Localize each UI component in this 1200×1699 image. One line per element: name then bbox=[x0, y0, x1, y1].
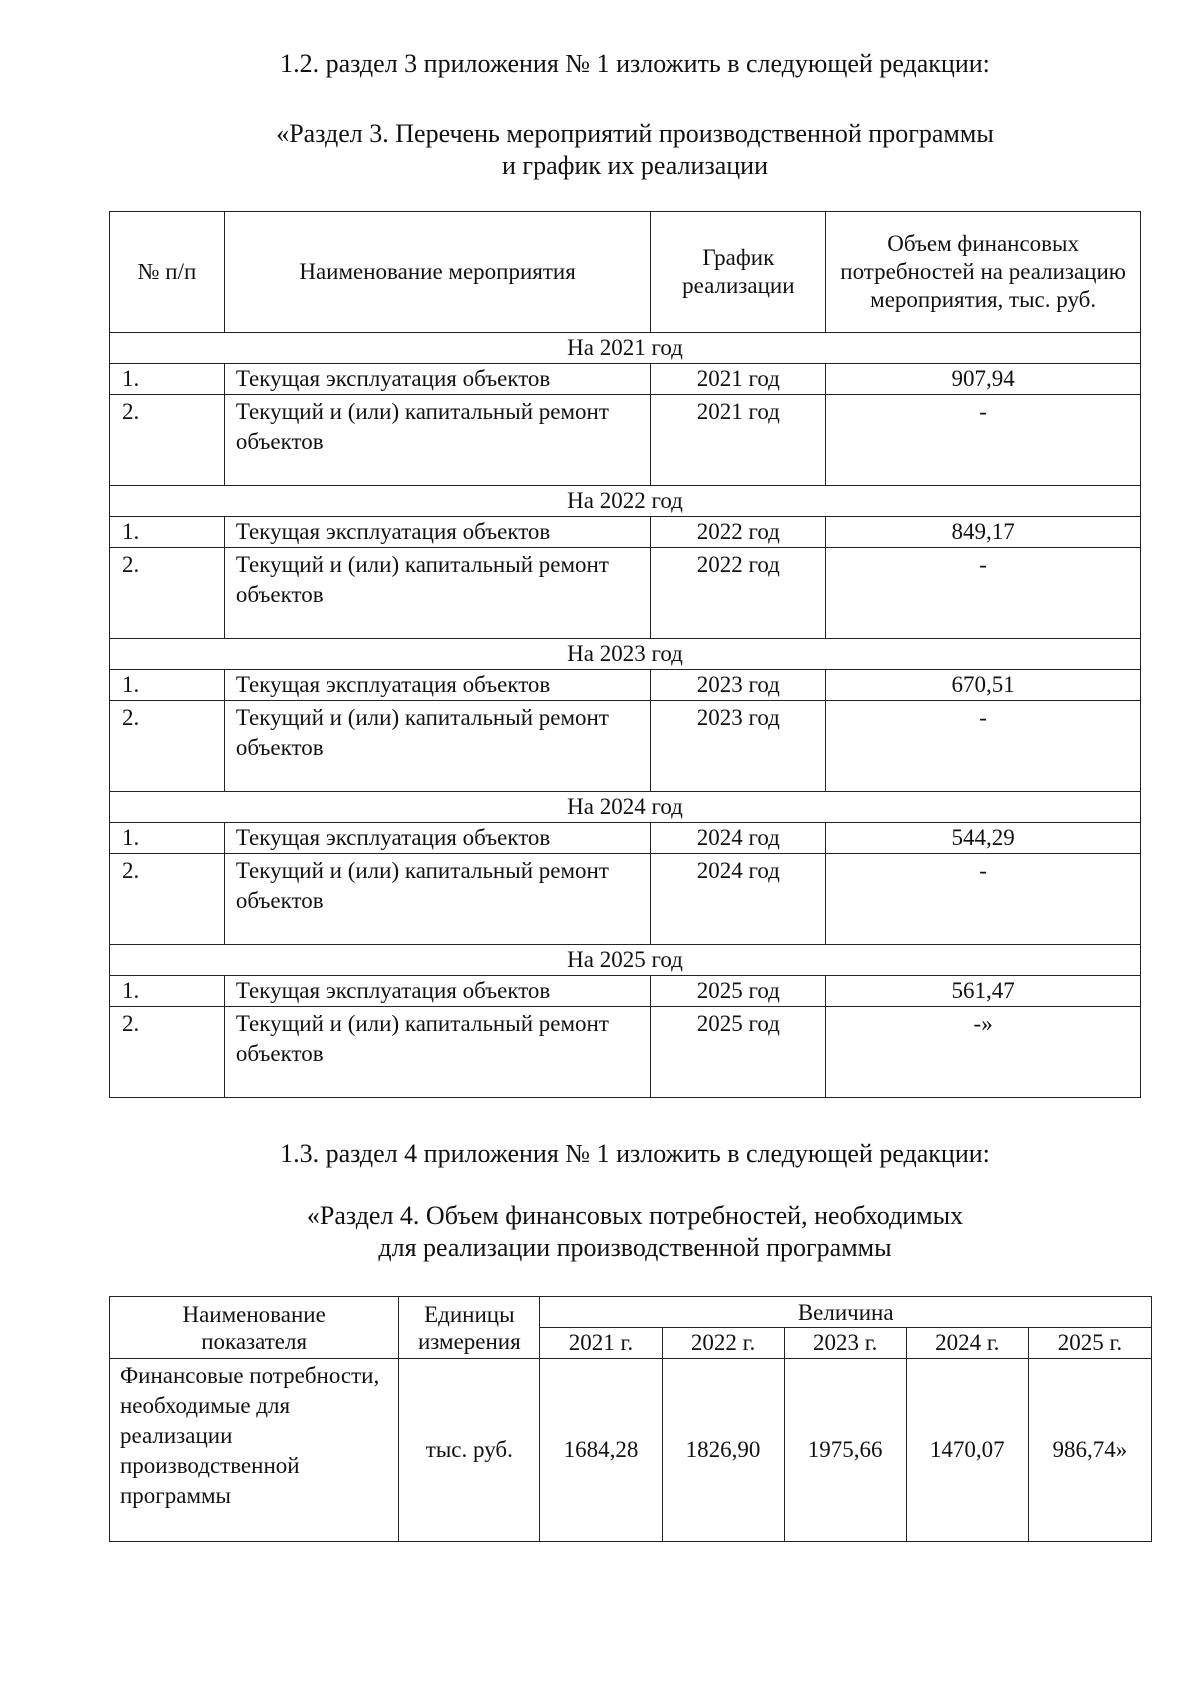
row-num: 1. bbox=[110, 670, 225, 701]
row-unit: тыс. руб. bbox=[399, 1359, 540, 1542]
year-row bbox=[110, 639, 1141, 670]
row-amount: - bbox=[826, 701, 1141, 792]
section-4-financial-needs-table bbox=[109, 1296, 1152, 1542]
row-schedule: 2025 год bbox=[651, 1007, 826, 1098]
table-row bbox=[110, 823, 1141, 854]
row-num: 2. bbox=[110, 1007, 225, 1098]
row-value: 1684,28 bbox=[540, 1359, 662, 1542]
row-indicator: Финансовые потребности, необходимые для реализации производственной программы bbox=[110, 1359, 399, 1542]
row-amount: 907,94 bbox=[826, 364, 1141, 395]
row-schedule: 2022 год bbox=[651, 517, 826, 548]
header-name: Наименование мероприятия bbox=[224, 212, 650, 333]
year-row bbox=[110, 333, 1141, 364]
row-amount: 670,51 bbox=[826, 670, 1141, 701]
header-amount: Объем финансовых потребностей на реализацию мероприятия, тыс. руб. bbox=[826, 212, 1141, 333]
header-indicator: Наименование показателя bbox=[110, 1297, 399, 1359]
table-row bbox=[110, 1007, 1141, 1098]
row-schedule: 2021 год bbox=[651, 364, 826, 395]
row-num: 1. bbox=[110, 976, 225, 1007]
row-value: 1975,66 bbox=[784, 1359, 906, 1542]
row-schedule: 2024 год bbox=[651, 854, 826, 945]
row-num: 2. bbox=[110, 854, 225, 945]
header-value: Величина bbox=[540, 1297, 1152, 1328]
header-unit: Единицы измерения bbox=[399, 1297, 540, 1359]
table-row bbox=[110, 517, 1141, 548]
header-num: № п/п bbox=[110, 212, 225, 333]
row-value: 1470,07 bbox=[906, 1359, 1028, 1542]
row-num: 1. bbox=[110, 517, 225, 548]
paragraph-1-2-heading: 1.2. раздел 3 приложения № 1 изложить в следующей редакции: bbox=[280, 49, 990, 78]
section-4-title bbox=[195, 1200, 1075, 1264]
header-year: 2025 г. bbox=[1028, 1328, 1151, 1359]
row-amount: 849,17 bbox=[826, 517, 1141, 548]
paragraph-1-3-heading: 1.3. раздел 4 приложения № 1 изложить в следующей редакции: bbox=[280, 1139, 990, 1168]
table-row bbox=[110, 854, 1141, 945]
table-row bbox=[110, 548, 1141, 639]
row-num: 2. bbox=[110, 701, 225, 792]
header-year: 2024 г. bbox=[906, 1328, 1028, 1359]
section-4-title-line-1: «Раздел 4. Объем финансовых потребностей, необходимых bbox=[306, 1201, 964, 1230]
table-header-row bbox=[110, 212, 1141, 333]
header-year: 2022 г. bbox=[662, 1328, 784, 1359]
row-amount: 544,29 bbox=[826, 823, 1141, 854]
table-header-row bbox=[110, 1297, 1152, 1328]
row-schedule: 2025 год bbox=[651, 976, 826, 1007]
year-row bbox=[110, 792, 1141, 823]
table-row bbox=[110, 701, 1141, 792]
row-name: Текущий и (или) капитальный ремонт объектов bbox=[224, 548, 650, 639]
row-name: Текущий и (или) капитальный ремонт объектов bbox=[224, 1007, 650, 1098]
section-3-activities-table bbox=[109, 211, 1141, 1098]
section-3-title-line-2: и график их реализации bbox=[502, 151, 768, 180]
year-label: На 2023 год bbox=[110, 639, 1141, 670]
row-name: Текущий и (или) капитальный ремонт объектов bbox=[224, 701, 650, 792]
row-schedule: 2021 год bbox=[651, 395, 826, 486]
row-num: 2. bbox=[110, 395, 225, 486]
table-row bbox=[110, 976, 1141, 1007]
row-num: 1. bbox=[110, 823, 225, 854]
row-num: 2. bbox=[110, 548, 225, 639]
table-row bbox=[110, 395, 1141, 486]
row-name: Текущая эксплуатация объектов bbox=[224, 517, 650, 548]
year-row bbox=[110, 945, 1141, 976]
row-value: 1826,90 bbox=[662, 1359, 784, 1542]
year-label: На 2021 год bbox=[110, 333, 1141, 364]
row-name: Текущая эксплуатация объектов bbox=[224, 976, 650, 1007]
year-label: На 2022 год bbox=[110, 486, 1141, 517]
row-amount: 561,47 bbox=[826, 976, 1141, 1007]
row-amount: - bbox=[826, 854, 1141, 945]
row-schedule: 2023 год bbox=[651, 670, 826, 701]
section-4-title-line-2: для реализации производственной программы bbox=[378, 1233, 892, 1262]
row-name: Текущая эксплуатация объектов bbox=[224, 670, 650, 701]
row-schedule: 2022 год bbox=[651, 548, 826, 639]
header-year: 2021 г. bbox=[540, 1328, 662, 1359]
row-amount: -» bbox=[826, 1007, 1141, 1098]
table-row bbox=[110, 670, 1141, 701]
row-schedule: 2024 год bbox=[651, 823, 826, 854]
year-label: На 2025 год bbox=[110, 945, 1141, 976]
year-row bbox=[110, 486, 1141, 517]
row-schedule: 2023 год bbox=[651, 701, 826, 792]
row-num: 1. bbox=[110, 364, 225, 395]
row-name: Текущий и (или) капитальный ремонт объектов bbox=[224, 854, 650, 945]
row-name: Текущий и (или) капитальный ремонт объектов bbox=[224, 395, 650, 486]
section-3-title bbox=[195, 118, 1075, 182]
section-3-title-line-1: «Раздел 3. Перечень мероприятий производственной программы bbox=[276, 119, 994, 148]
table-row bbox=[110, 364, 1141, 395]
header-schedule: График реализации bbox=[651, 212, 826, 333]
row-name: Текущая эксплуатация объектов bbox=[224, 364, 650, 395]
year-label: На 2024 год bbox=[110, 792, 1141, 823]
row-name: Текущая эксплуатация объектов bbox=[224, 823, 650, 854]
table-row bbox=[110, 1359, 1152, 1542]
header-year: 2023 г. bbox=[784, 1328, 906, 1359]
row-amount: - bbox=[826, 548, 1141, 639]
row-amount: - bbox=[826, 395, 1141, 486]
row-value: 986,74» bbox=[1028, 1359, 1151, 1542]
